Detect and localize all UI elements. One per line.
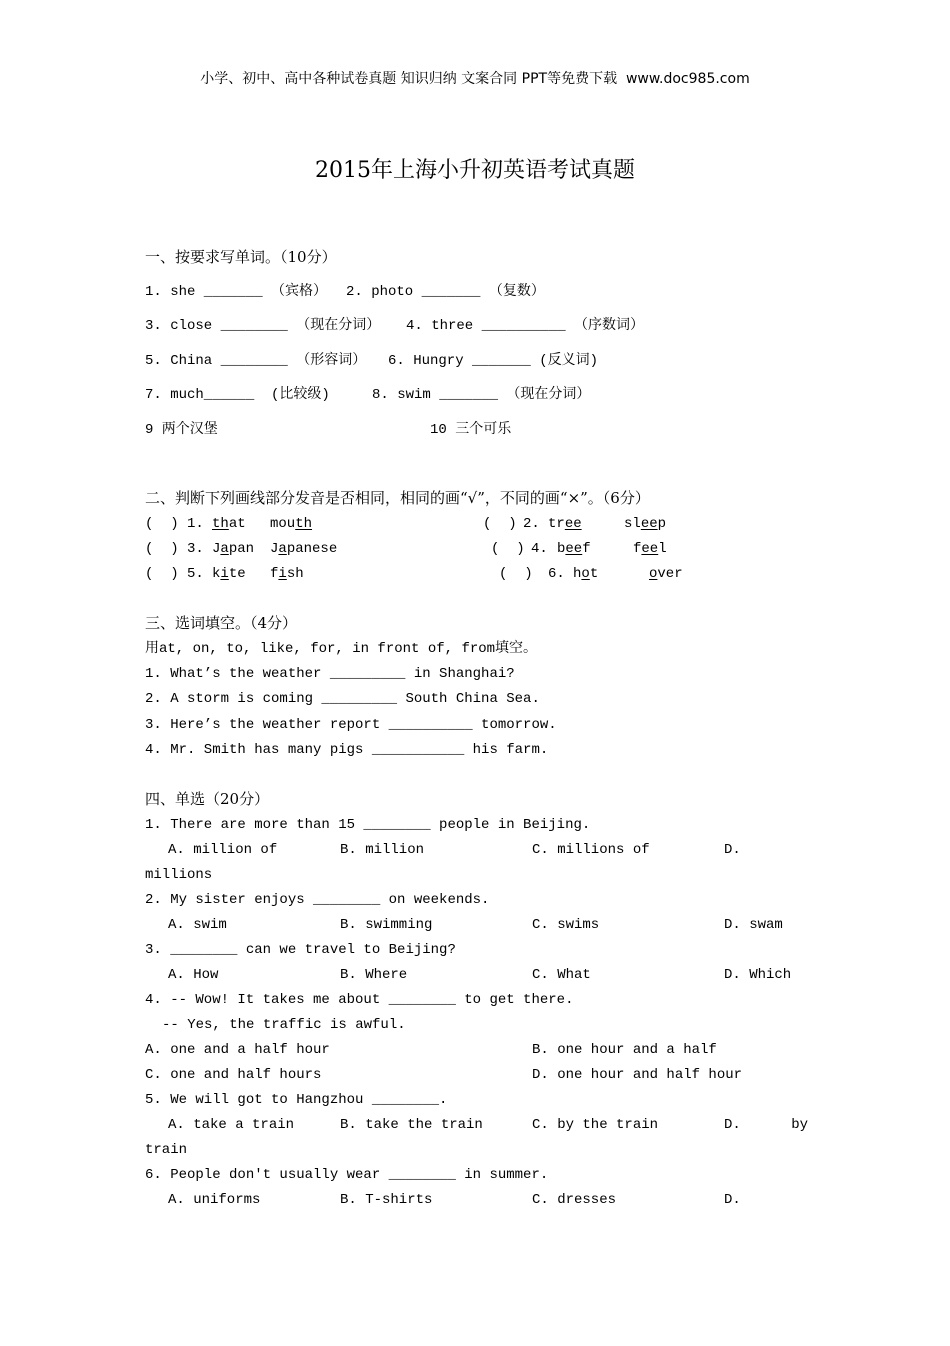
word-suffix: p xyxy=(657,516,667,532)
word-kite xyxy=(212,565,246,583)
underlined-letters: ee xyxy=(564,516,582,532)
word-hot xyxy=(573,565,598,583)
word-japan xyxy=(212,540,254,558)
word-suffix: f xyxy=(582,541,591,557)
part3-question-2: 2. A storm is coming _________ South China Sea. xyxy=(145,691,540,707)
answer-bracket: ( ) xyxy=(145,541,179,557)
part4-question-6: 6. People don't usually wear ________ in summer. xyxy=(145,1167,549,1183)
word-prefix: f xyxy=(270,566,279,582)
item-number: 6. xyxy=(548,566,565,582)
option-b: B. Where xyxy=(340,967,408,983)
word-prefix: sl xyxy=(624,516,641,532)
option-c: C. one and half hours xyxy=(145,1067,322,1083)
word-prefix: b xyxy=(557,541,566,557)
part1-item-2: 2. photo _______ （复数） xyxy=(346,284,545,300)
answer-bracket: ( ) xyxy=(499,566,533,582)
part4-question-5: 5. We will got to Hangzhou ________. xyxy=(145,1092,448,1108)
word-fish xyxy=(270,565,304,583)
option-d: D. one hour and half hour xyxy=(532,1067,743,1083)
answer-bracket: ( ) xyxy=(483,516,517,532)
part1-item-10: 10 三个可乐 xyxy=(430,422,512,438)
dialogue-reply: -- Yes, the traffic is awful. xyxy=(162,1017,406,1033)
part1-item-6: 6. Hungry _______ (反义词) xyxy=(388,353,599,369)
word-prefix: mou xyxy=(270,516,296,532)
underlined-letters: i xyxy=(278,566,287,582)
part3-heading: 三、选词填空。（4分） xyxy=(145,614,298,632)
underlined-letters: ee xyxy=(565,541,583,557)
option-a: A. uniforms xyxy=(168,1192,261,1208)
part3-question-1: 1. What’s the weather _________ in Shanghai? xyxy=(145,666,515,682)
option-a: A. million of xyxy=(168,842,278,858)
option-c: C. swims xyxy=(532,917,600,933)
item-number: 4. xyxy=(531,541,548,557)
part1-heading: 一、按要求写单词。（10分） xyxy=(145,248,337,266)
word-mouth xyxy=(270,515,312,533)
option-d: D. Which xyxy=(724,967,792,983)
word-suffix: l xyxy=(658,541,667,557)
word-suffix: at xyxy=(228,516,246,532)
part1-item-3: 3. close ________ （现在分词） xyxy=(145,318,381,334)
part3-question-3: 3. Here’s the weather report __________ tomorrow. xyxy=(145,717,557,733)
word-over xyxy=(649,565,683,583)
answer-bracket: ( ) xyxy=(145,566,179,582)
underlined-letters: ee xyxy=(640,516,658,532)
part1-item-5: 5. China ________ （形容词） xyxy=(145,353,367,369)
underlined-letters: a xyxy=(278,541,287,557)
option-d: D. by xyxy=(724,1117,809,1133)
word-suffix: te xyxy=(228,566,246,582)
option-c: C. dresses xyxy=(532,1192,617,1208)
answer-bracket: ( ) xyxy=(491,541,525,557)
part4-question-4: 4. -- Wow! It takes me about ________ to get there. xyxy=(145,992,574,1008)
item-number: 5. xyxy=(187,566,204,582)
word-prefix: tr xyxy=(548,516,565,532)
page-title: 2015年上海小升初英语考试真题 xyxy=(315,158,635,183)
option-d: D. xyxy=(724,1192,741,1208)
word-suffix: pan xyxy=(228,541,255,557)
option-b: B. T-shirts xyxy=(340,1192,433,1208)
word-suffix: sh xyxy=(286,566,304,582)
word-suffix: ver xyxy=(657,566,683,582)
part1-item-9: 9 两个汉堡 xyxy=(145,422,218,438)
part3-question-4: 4. Mr. Smith has many pigs ___________ his farm. xyxy=(145,742,549,758)
option-d: D. swam xyxy=(724,917,783,933)
part4-heading: 四、单选（20分） xyxy=(145,790,270,808)
option-a: A. one and a half hour xyxy=(145,1042,330,1058)
part1-item-4: 4. three __________ （序数词） xyxy=(406,318,645,334)
site-header: 小学、初中、高中各种试卷真题 知识归纳 文案合同 PPT等免费下载 www.doc985.com xyxy=(200,71,750,87)
option-c: C. What xyxy=(532,967,591,983)
part1-item-1: 1. she _______ （宾格） xyxy=(145,284,328,300)
answer-bracket: ( ) xyxy=(145,516,179,532)
word-tree xyxy=(548,515,582,533)
word-beef xyxy=(557,540,591,558)
part1-item-8: 8. swim _______ （现在分词） xyxy=(372,387,591,403)
underlined-letters: th xyxy=(212,516,229,532)
option-b: B. swimming xyxy=(340,917,433,933)
option-a: A. swim xyxy=(168,917,227,933)
part3-instruction: 用at, on, to, like, for, in front of, from填空。 xyxy=(145,641,538,657)
word-prefix: f xyxy=(633,541,642,557)
item-number: 1. xyxy=(187,516,204,532)
underlined-letters: th xyxy=(295,516,313,532)
underlined-letters: a xyxy=(220,541,229,557)
word-prefix: k xyxy=(212,566,221,582)
option-b: B. take the train xyxy=(340,1117,483,1133)
word-prefix: J xyxy=(270,541,279,557)
part4-question-1: 1. There are more than 15 ________ people in Beijing. xyxy=(145,817,591,833)
option-a: A. take a train xyxy=(168,1117,295,1133)
underlined-letters: o xyxy=(649,566,658,582)
word-suffix: panese xyxy=(286,541,338,557)
word-feel xyxy=(633,540,667,558)
option-b: B. million xyxy=(340,842,425,858)
item-number: 2. xyxy=(523,516,540,532)
part4-question-2: 2. My sister enjoys ________ on weekends. xyxy=(145,892,490,908)
underlined-letters: i xyxy=(220,566,229,582)
word-japanese xyxy=(270,540,337,558)
option-d-continuation: train xyxy=(145,1142,188,1158)
option-c: C. millions of xyxy=(532,842,650,858)
option-d: D. xyxy=(724,842,741,858)
underlined-letters: ee xyxy=(641,541,659,557)
part1-item-7: 7. much______ (比较级) xyxy=(145,387,330,403)
item-number: 3. xyxy=(187,541,204,557)
part2-heading: 二、判断下列画线部分发音是否相同，相同的画“√”，不同的画“×”。（6分） xyxy=(145,489,650,507)
word-prefix: J xyxy=(212,541,221,557)
option-d-continuation: millions xyxy=(145,867,213,883)
word-suffix: t xyxy=(589,566,599,582)
underlined-letters: o xyxy=(581,566,590,582)
word-that xyxy=(212,515,246,533)
option-a: A. How xyxy=(168,967,219,983)
option-b: B. one hour and a half xyxy=(532,1042,717,1058)
word-prefix: h xyxy=(573,566,582,582)
word-sleep xyxy=(624,515,666,533)
option-c: C. by the train xyxy=(532,1117,659,1133)
part4-question-3: 3. ________ can we travel to Beijing? xyxy=(145,942,456,958)
